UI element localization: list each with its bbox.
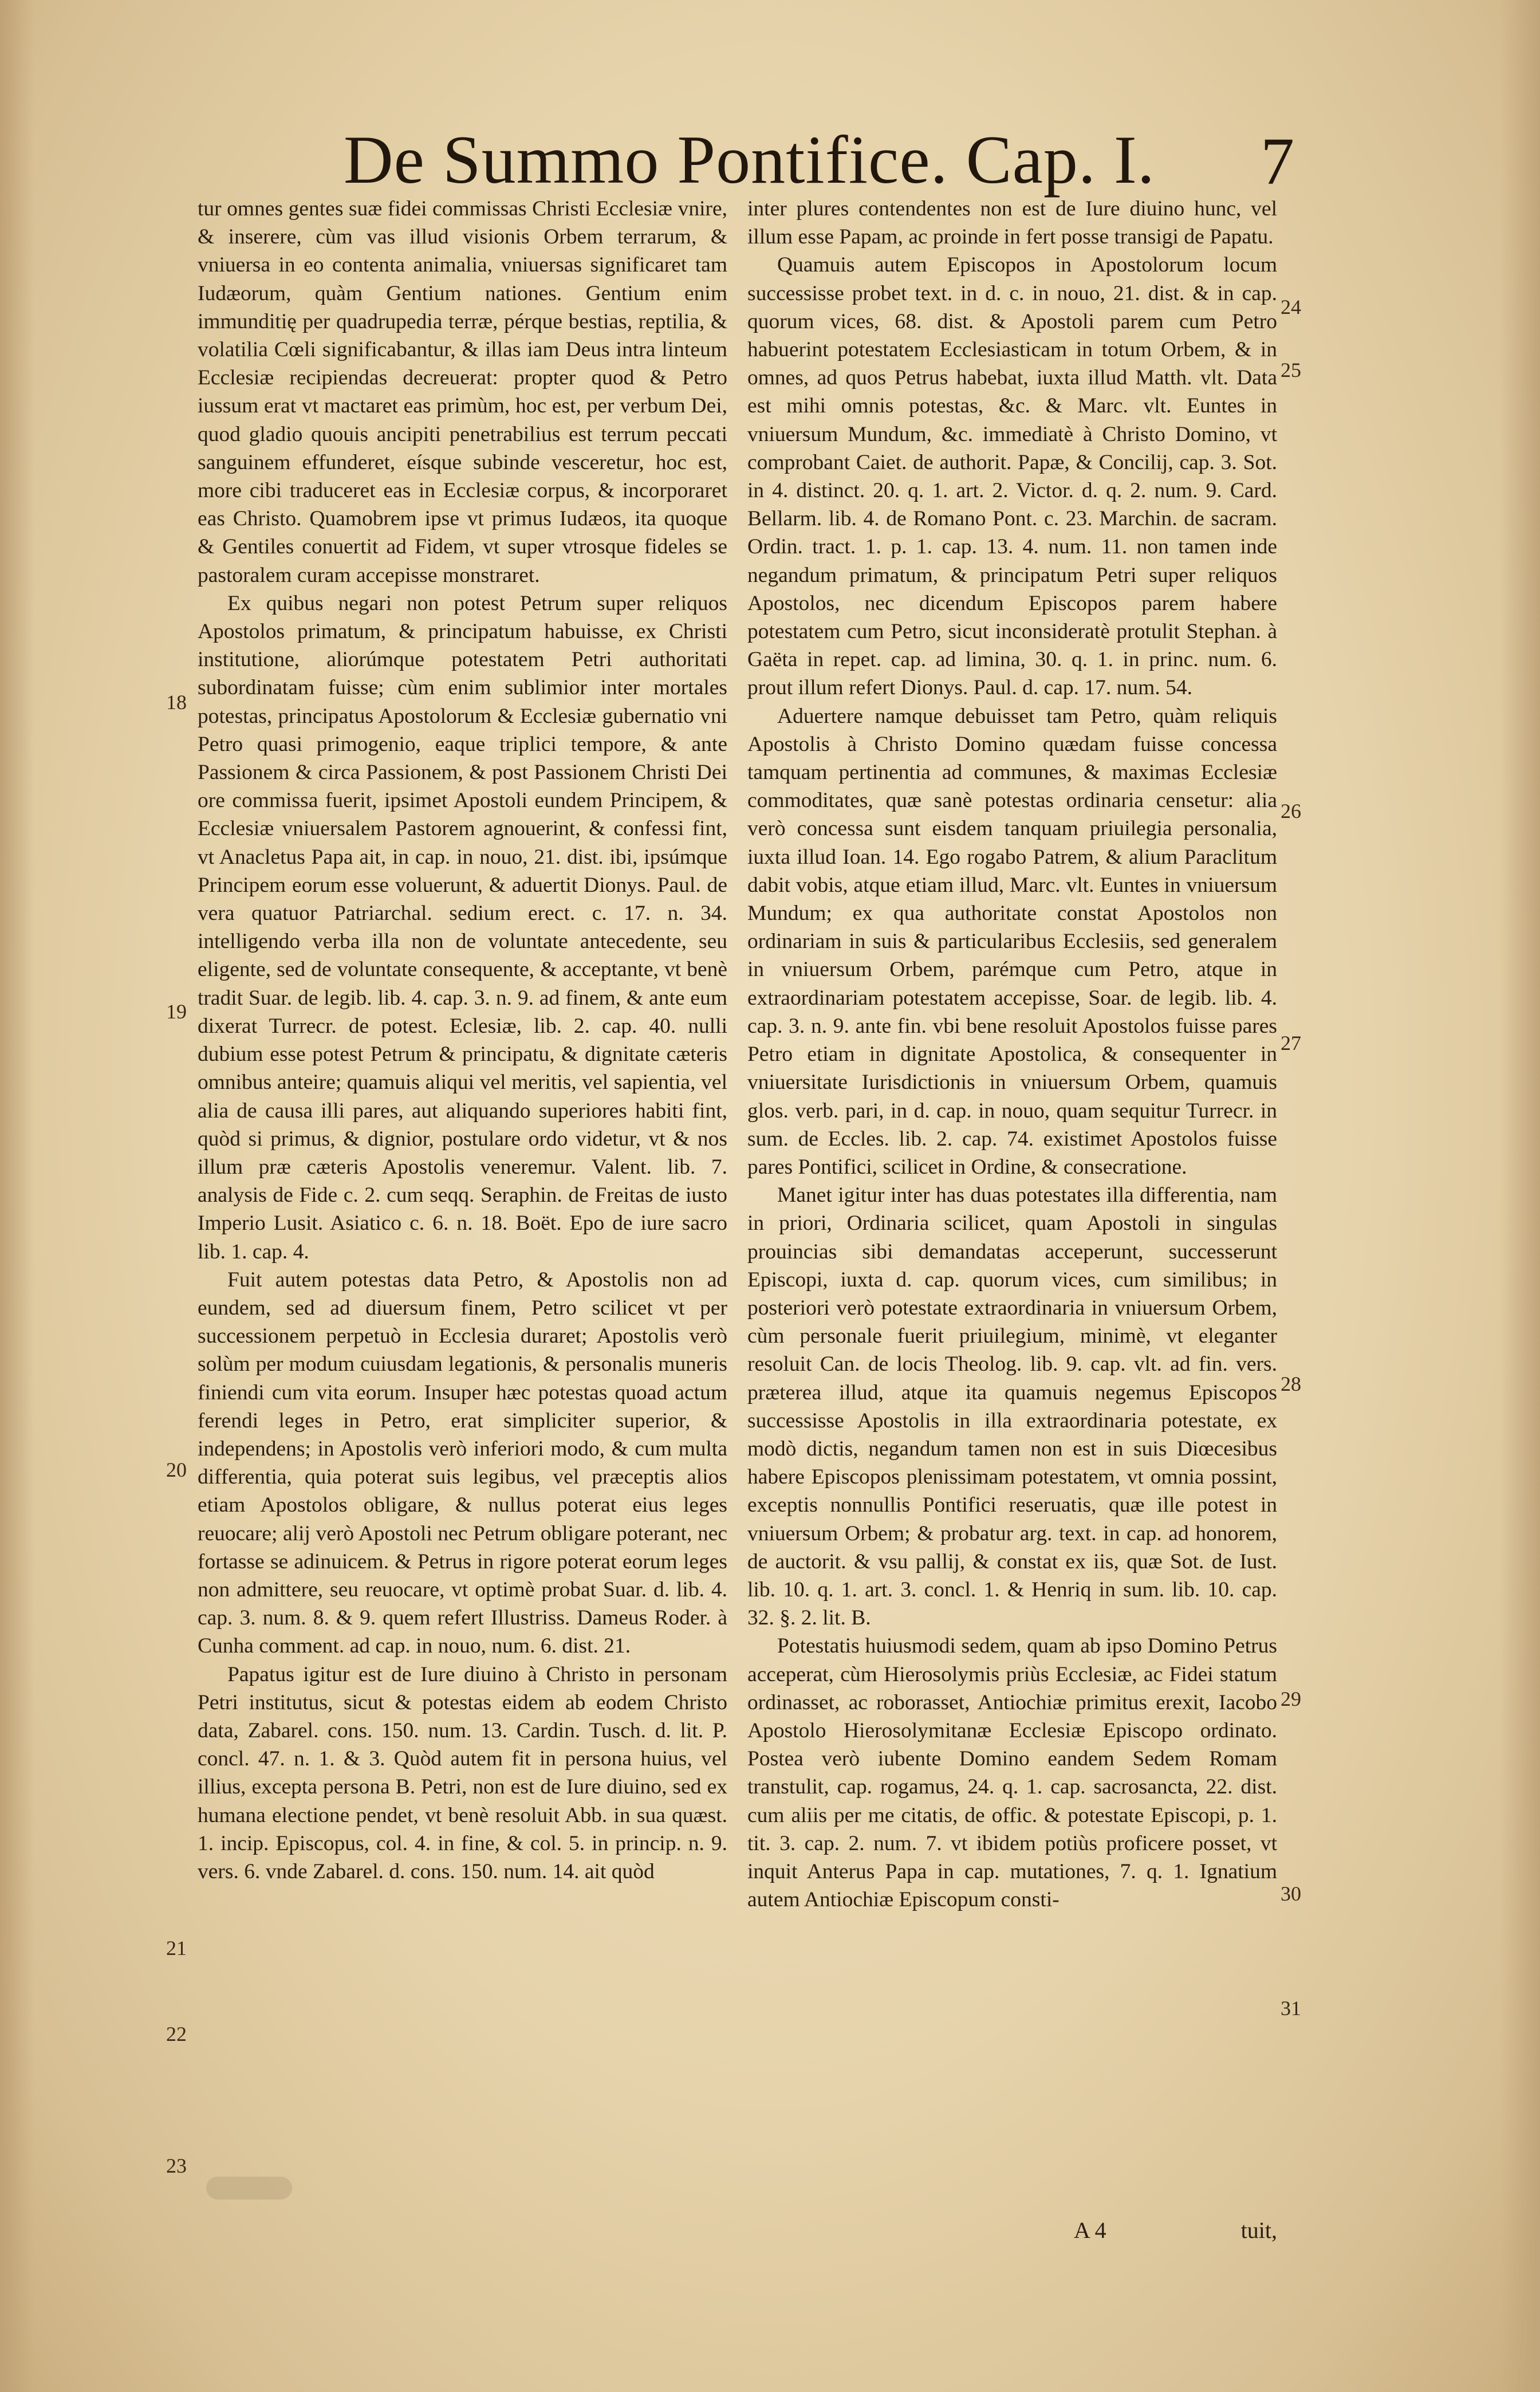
paragraph: Aduertere namque debuisset tam Petro, quàm reliquis Apostolis à Christo Domino quædam fuisse concessa tamquam pertinentia ad communes, & maximas Ecclesiæ commoditates, quæ sanè potestas ordinaria censetur: alia verò concessa sunt eisdem tanquam priuilegia personalia, iuxta illud Ioan. 14. Ego rogabo Patrem, & alium Paraclitum dabit vobis, atque etiam illud, Marc. vlt. Euntes in vniuersum Mundum; ex qua authoritate constat Apostolos non ordinariam in suis & particularibus Ecclesiis, sed generalem in vniuersum Orbem, parémque cum Petro, atque in extraordinariam potestatem accepisse, Soar. de legib. lib. 4. cap. 3. n. 9. ante fin. vbi bene resoluit Apostolos fuisse pares Petro etiam in dignitate Apostolica, & consequenter in vniuersitate Iurisdictionis in vniuersum Orbem, quamuis glos. verb. pari, in d. cap. in nouo, quam sequitur Turrecr. in sum. de Eccles. lib. 2. cap. 74. existimet Apostolos fuisse pares Pontifici, scilicet in Ordine, & consecratione. <box>747 704 1277 1179</box>
page-edge-shadow-left <box>0 0 34 2392</box>
margin-number: 28 <box>1281 1372 1301 1395</box>
margin-number: 24 <box>1281 296 1301 318</box>
paragraph: Fuit autem potestas data Petro, & Apostolis non ad eundem, sed ad diuersum finem, Petro scilicet vt per successionem perpetuò in Ecclesia duraret; Apostolis verò solùm per modum cuiusdam legationis, & personalis muneris finiendi cum vita eorum. Insuper hæc potestas quoad actum ferendi leges in Petro, erat simpliciter superior, & independens; in Apostolis verò inferiori modo, & cum multa differentia, quia poterat suis legibus, vel præceptis alios etiam Apostolos obligare, & nullus poterat eius leges reuocare; alij verò Apostoli nec Petrum obligare poterant, nec fortasse se adinuicem. & Petrus in rigore poterat eorum leges non admittere, seu reuocare, vt optimè probat Suar. d. lib. 4. cap. 3. num. 8. & 9. quem refert Illustriss. Dameus Roder. à Cunha comment. ad cap. in nouo, num. 6. dist. 21. <box>198 1268 727 1658</box>
right-column <box>747 195 1277 2303</box>
margin-number: 19 <box>166 1000 187 1023</box>
margin-number: 30 <box>1281 1882 1301 1905</box>
page-footer <box>747 2217 1277 2251</box>
paragraph: Papatus igitur est de Iure diuino à Christo in personam Petri institutus, sicut & potestas eidem ab eodem Christo data, Zabarel. cons. 150. num. 13. Cardin. Tusch. d. lit. P. concl. 47. n. 1. & 3. Quòd autem fit in persona huius, vel illius, excepta persona B. Petri, non est de Iure diuino, sed ex humana electione pendet, vt benè resoluit Abb. in sua quæst. 1. incip. Episcopus, col. 4. in fine, & col. 5. in princip. n. 9. vers. 6. vnde Zabarel. d. cons. 150. num. 14. ait quòd <box>198 1662 727 1883</box>
margin-number: 31 <box>1281 1997 1301 2020</box>
margin-number: 20 <box>166 1458 187 1481</box>
paragraph: Quamuis autem Episcopos in Apostolorum locum successisse probet text. in d. c. in nouo, 21. dist. & in cap. quorum vices, 68. dist. & Apostoli parem cum Petro habuerint potestatem Ecclesiasticam in totum Orbem, & in omnes, ad quos Petrus habebat, iuxta illud Matth. vlt. Data est mihi omnis potestas, &c. & Marc. vlt. Euntes in vniuersum Mundum, &c. immediatè à Christo Domino, vt comprobant Caiet. de authorit. Papæ, & Concilij, cap. 3. Sot. in 4. distinct. 20. q. 1. art. 2. Victor. d. q. 2. num. 9. Card. Bellarm. lib. 4. de Romano Pont. c. 23. Marchin. de sacram. Ordin. tract. 1. p. 1. cap. 13. 4. num. 11. non tamen inde negandum primatum, & principatum Petri super reliquos Apostolos, nec dicendum Episcopos parem habere potestatem cum Petro, sicut inconsideratè protulit Stephan. à Gaëta in repet. cap. ad limina, 30. q. 1. in princ. num. 6. prout illum refert Dionys. Paul. d. cap. 17. num. 54. <box>747 253 1277 700</box>
margin-number: 21 <box>166 1937 187 1960</box>
margin-number: 26 <box>1281 800 1301 823</box>
running-head: De Summo Pontifice. Cap. I. <box>344 121 1155 198</box>
folio-number: 7 <box>1261 124 1294 199</box>
page-edge-shadow-right <box>1500 0 1540 2392</box>
paragraph: Ex quibus negari non potest Petrum super reliquos Apostolos primatum, & principatum habuisse, ex Christi institutione, aliorúmque potestatem Petri authoritati subordinatam fuisse; cùm enim sublimior inter mortales potestas, principatus Apostolorum & Ecclesiæ gubernatio vni Petro quasi primogenio, eaque triplici tempore, & ante Passionem & circa Passionem, & post Passionem Christi Dei ore commissa fuerit, ipsimet Apostoli eundem Principem, & Ecclesiæ vniuersalem Pastorem agnouerint, & confessi fint, vt Anacletus Papa ait, in cap. in nouo, 21. dist. ibi, ipsúmque Principem eorum esse voluerunt, & aduertit Dionys. Paul. de vera quatuor Patriarchal. sedium erect. c. 17. n. 34. intelligendo verba illa non de voluntate antecedente, seu eligente, sed de voluntate consequente, & acceptante, vt benè tradit Suar. de legib. lib. 4. cap. 3. n. 9. ad finem, & ante eum dixerat Turrecr. de potest. Eclesiæ, lib. 2. cap. 40. nulli dubium esse potest Petrum & principatu, & dignitate cæteris omnibus anteire; quamuis aliqui vel meritis, vel sapientia, vel alia de causa illi pares, aut aliquando superiores habiti fint, quòd si primus, & dignior, postulare ordo videtur, vt & nos illum præ cæteris Apostolis veneremur. Valent. lib. 7. analysis de Fide c. 2. cum seqq. Seraphin. de Freitas de iusto Imperio Lusit. Asiatico c. 6. n. 18. Boët. Epo de iure sacro lib. 1. cap. 4. <box>198 591 727 1264</box>
margin-number: 18 <box>166 691 187 714</box>
paragraph: tur omnes gentes suæ fidei commissas Christi Ecclesiæ vnire, & inserere, cùm vas illud visionis Orbem terrarum, & vniuersa in eo contenta animalia, vniuersas significaret tam Iudæorum, quàm Gentium nationes. Gentium enim immunditię per quadrupedia terræ, pérque bestias, reptilia, & volatilia Cœli significabantur, & illas iam Deus intra linteum Ecclesiæ recipiendas decreuerat: propter quod & Petro iussum erat vt mactaret eas primùm, hoc est, per verbum Dei, quod gladio quouis ancipiti penetrabilius est terrum peccati sanguinem effunderet, eísque subinde vesceretur, hoc est, more cibi traduceret eas in Ecclesiæ corpus, & incorporaret eas Christo. Quamobrem ipse vt primus Iudæos, ita quoque & Gentiles conuertit ad Fidem, vt super vtrosque fideles se pastoralem curam accepisse monstraret. <box>198 197 727 587</box>
paragraph: Potestatis huiusmodi sedem, quam ab ipso Domino Petrus acceperat, cùm Hierosolymis priùs Ecclesiæ, ac Fidei statum ordinasset, ac roborasset, Antiochiæ primitus erexit, Iacobo Apostolo Hierosolymitanæ Ecclesiæ Episcopo ordinato. Postea verò iubente Domino eandem Sedem Romam transtulit, cap. rogamus, 24. q. 1. cap. sacrosancta, 22. dist. cum aliis per me citatis, de offic. & potestate Episcopi, p. 1. tit. 3. cap. 2. num. 7. vt ibidem potiùs proficere posset, vt inquit Anterus Papa in cap. mutationes, 7. q. 1. Ignatium autem Antiochiæ Episcopum consti- <box>747 1634 1277 1912</box>
margin-number: 29 <box>1281 1687 1301 1710</box>
paragraph: inter plures contendentes non est de Iure diuino hunc, vel illum esse Papam, ac proinde in fert posse transigi de Papatu. <box>747 197 1277 249</box>
paragraph: Manet igitur inter has duas potestates illa differentia, nam in priori, Ordinaria scilicet, quam Apostoli in singulas prouincias sibi demandatas acceperunt, successerunt Episcopi, iuxta d. cap. quorum vices, cum similibus; in posteriori verò potestate extraordinaria in vniuersum Orbem, cùm personale fuerit priuilegium, minimè, vt eleganter resoluit Can. de locis Theolog. lib. 9. cap. vlt. ad fin. vers. præterea illud, atque ita quamuis negemus Episcopos successisse Apostolis in illa extraordinaria potestate, ex modò dictis, negandum tamen non est in suis Diœcesibus habere Episcopos plenissimam potestatem, vt omnia possint, exceptis nonnullis Pontifici reseruatis, quæ ille potest in vniuersum Orbem; & probatur arg. text. in cap. ad honorem, de auctorit. & vsu pallij, & constat ex iis, quæ Sot. de Iust. lib. 10. q. 1. art. 3. concl. 1. & Henriq in sum. lib. 10. cap. 32. §. 2. lit. B. <box>747 1183 1277 1630</box>
margin-number: 27 <box>1281 1032 1301 1055</box>
margin-number: 25 <box>1281 359 1301 381</box>
signature-mark: A 4 <box>1074 2217 1106 2243</box>
left-column <box>198 195 727 2162</box>
margin-number: 22 <box>166 2023 187 2045</box>
page-header <box>321 120 1294 199</box>
margin-number: 23 <box>166 2154 187 2177</box>
catchword: tuit, <box>1240 2217 1277 2243</box>
ink-smudge <box>206 2177 292 2200</box>
